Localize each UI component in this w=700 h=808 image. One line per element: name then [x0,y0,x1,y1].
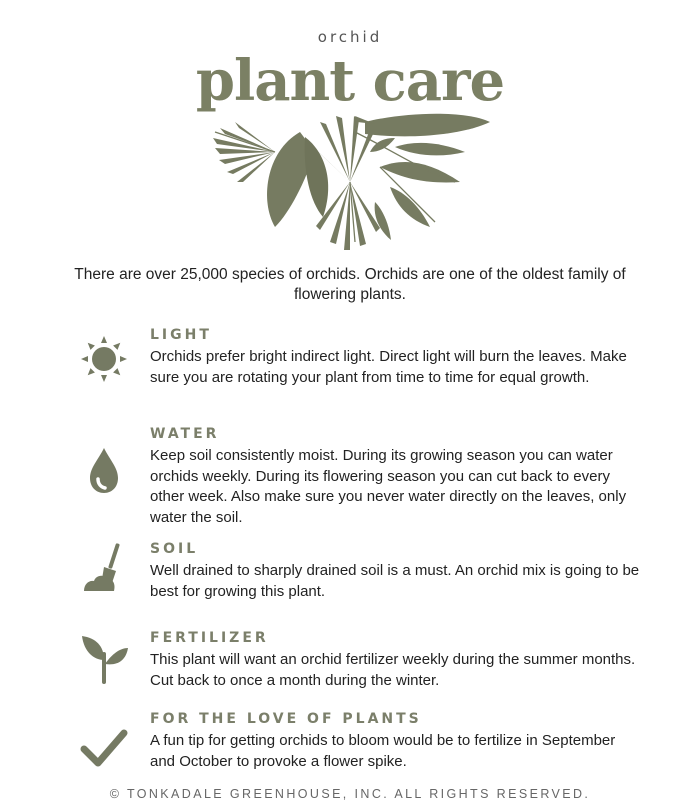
checkmark-icon [76,719,132,775]
section-text: A fun tip for getting orchids to bloom would be to fertilize in September and October to provoke a flower spike. [150,732,616,770]
water-drop-icon [76,442,132,498]
tropical-leaves-illustration [205,112,495,252]
page-title: plant care [195,48,505,114]
section-text: Well drained to sharply drained soil is a must. An orchid mix is going to be best for growing this plant. [150,562,640,600]
section-heading: FOR THE LOVE OF PLANTS [150,711,422,727]
shovel-soil-icon [76,541,132,597]
section-heading: FERTILIZER [150,630,269,646]
section-heading: LIGHT [150,327,212,343]
copyright-footer: © TONKADALE GREENHOUSE, INC. ALL RIGHTS RESERVED. [109,787,591,801]
section-text: Orchids prefer bright indirect light. Direct light will burn the leaves. Make sure you are rotating your plant from time to time for equal growth. [150,348,627,386]
page-subtitle: orchid [317,28,383,46]
sun-icon [76,331,132,387]
intro-text: There are over 25,000 species of orchids. Orchids are one of the oldest family of flowering plants. [74,266,626,303]
section-heading: SOIL [150,541,199,557]
section-text: Keep soil consistently moist. During its growing season you can water orchids weekly. During its flowering season you can cut back to every other week. Also make sure you never water directly on the leaves, only water the soil. [150,447,627,526]
section-heading: WATER [150,426,220,442]
section-text: This plant will want an orchid fertilizer weekly during the summer months. Cut back to once a month during the winter. [150,651,636,689]
sprout-icon [76,630,132,686]
